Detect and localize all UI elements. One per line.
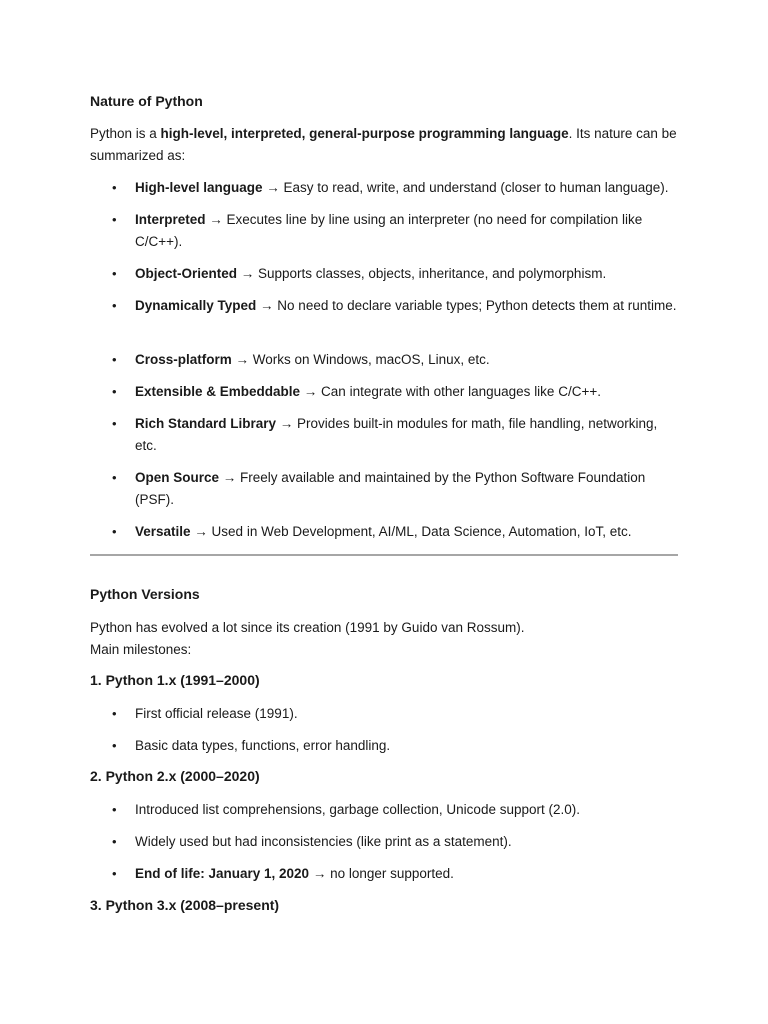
item-term: Dynamically Typed bbox=[135, 298, 257, 313]
item-term: Cross-platform bbox=[135, 352, 232, 367]
item-term: Extensible & Embeddable bbox=[135, 384, 301, 399]
list-item: • First official release (1991). bbox=[90, 703, 678, 725]
item-desc: → Freely available and maintained by the Python Software Foundation (PSF). bbox=[135, 470, 646, 507]
list-item: • Widely used but had inconsistencies (like print as a statement). bbox=[90, 831, 678, 853]
item-desc: → No need to declare variable types; Python detects them at runtime. bbox=[256, 298, 677, 313]
item-term: Open Source bbox=[135, 470, 220, 485]
version-3-heading: 3. Python 3.x (2008–present) bbox=[90, 897, 280, 913]
list-item bbox=[90, 413, 678, 457]
item-term: Rich Standard Library bbox=[135, 416, 277, 431]
eol-desc: → no longer supported. bbox=[309, 866, 454, 881]
version-2-heading: 2. Python 2.x (2000–2020) bbox=[90, 768, 260, 784]
list-item bbox=[90, 209, 678, 253]
nature-intro bbox=[90, 123, 678, 167]
item-desc: → Supports classes, objects, inheritance, and polymorphism. bbox=[237, 266, 607, 281]
item-term: Interpreted bbox=[135, 212, 206, 227]
item-desc: → Executes line by line using an interpreter (no need for compilation like C/C++). bbox=[135, 212, 643, 249]
item-term: Object-Oriented bbox=[135, 266, 238, 281]
item-term: Versatile bbox=[135, 524, 191, 539]
list-item bbox=[90, 349, 678, 371]
item-term: High-level language bbox=[135, 180, 263, 195]
versions-intro-line2: Main milestones: bbox=[90, 642, 192, 657]
list-item: • Introduced list comprehensions, garbage collection, Unicode support (2.0). bbox=[90, 799, 678, 821]
item-desc: → Can integrate with other languages like C/C++. bbox=[300, 384, 601, 399]
intro-bold: high-level, interpreted, general-purpose programming language bbox=[160, 126, 569, 141]
list-item bbox=[90, 177, 678, 199]
list-item bbox=[90, 295, 678, 317]
list-item bbox=[90, 263, 678, 285]
intro-suffix: . Its nature can be summarized as: bbox=[90, 126, 677, 163]
intro-prefix: Python is a bbox=[90, 126, 161, 141]
list-item bbox=[90, 521, 678, 543]
item-desc: → Provides built-in modules for math, file handling, networking, etc. bbox=[135, 416, 658, 453]
list-item bbox=[90, 381, 678, 403]
list-item bbox=[90, 467, 678, 511]
section-divider bbox=[90, 554, 678, 556]
item-desc: → Works on Windows, macOS, Linux, etc. bbox=[231, 352, 490, 367]
item-desc: → Used in Web Development, AI/ML, Data Science, Automation, IoT, etc. bbox=[190, 524, 632, 539]
item-desc: → Easy to read, write, and understand (closer to human language). bbox=[262, 180, 669, 195]
nature-heading: Nature of Python bbox=[90, 93, 203, 109]
list-item bbox=[90, 863, 678, 885]
versions-heading: Python Versions bbox=[90, 586, 200, 602]
version-1-heading: 1. Python 1.x (1991–2000) bbox=[90, 672, 260, 688]
versions-intro-line1: Python has evolved a lot since its creation (1991 by Guido van Rossum). bbox=[90, 620, 525, 635]
eol-term: End of life: January 1, 2020 bbox=[135, 866, 310, 881]
list-item: • Basic data types, functions, error handling. bbox=[90, 735, 678, 757]
